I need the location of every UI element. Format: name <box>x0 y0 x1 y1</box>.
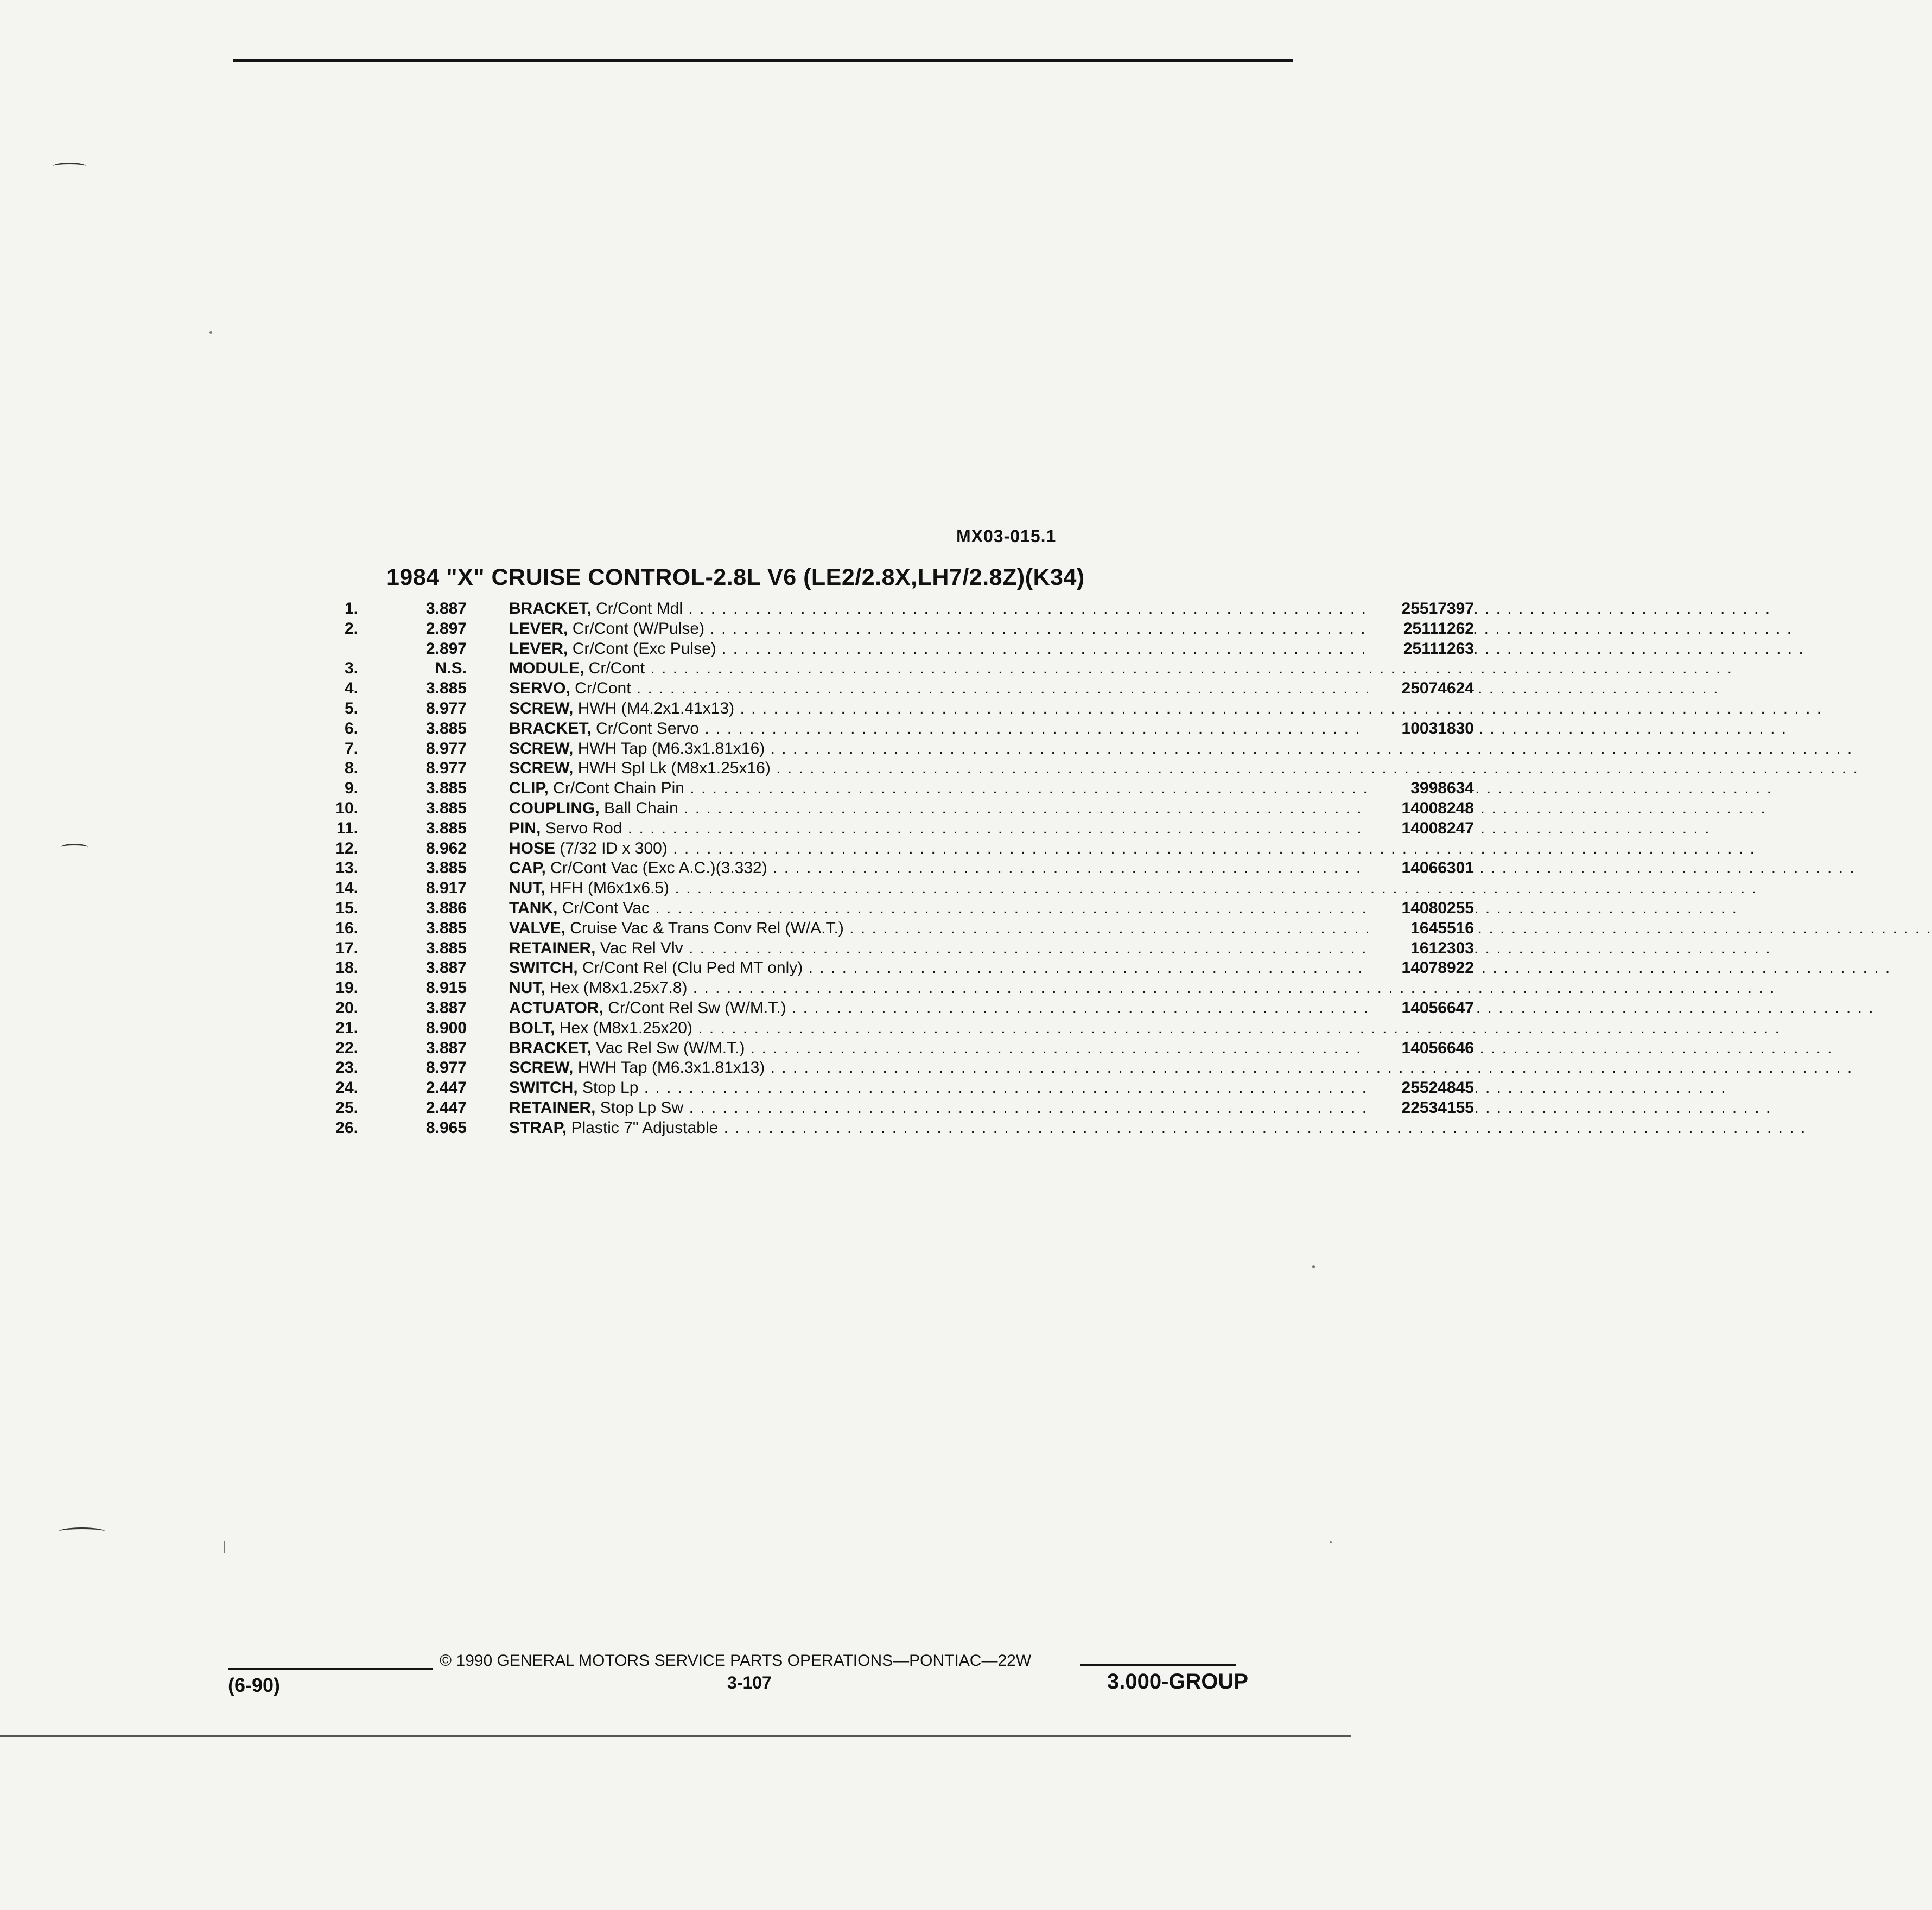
part-number: 14008247 <box>1368 819 1474 838</box>
item-number: 25. <box>335 1098 358 1117</box>
part-detail: Stop Lp <box>582 1079 639 1097</box>
part-detail: HWH (M4.2x1.41x13) <box>577 699 735 717</box>
part-name: NUT, <box>509 879 545 897</box>
part-description <box>509 919 1353 938</box>
group-number: 8.977 <box>425 739 467 757</box>
part-description <box>509 1039 1353 1058</box>
group-number: 3.886 <box>425 899 467 917</box>
part-number: 25111262 <box>1368 619 1474 639</box>
part-name: ACTUATOR, <box>509 998 603 1017</box>
item-number: 26. <box>335 1118 358 1137</box>
part-description <box>509 1018 1353 1038</box>
group-number: 3.887 <box>425 600 467 617</box>
group-number: 2.447 <box>425 1079 467 1097</box>
scan-mark <box>61 844 88 851</box>
part-detail: Cr/Cont Chain Pin <box>553 779 684 798</box>
part-name: HOSE <box>509 839 556 857</box>
table-row <box>304 639 1474 659</box>
part-detail: Vac Rel Vlv <box>600 939 683 957</box>
item-number: 18. <box>335 959 358 977</box>
part-description <box>509 878 1353 898</box>
item-number: 23. <box>335 1059 358 1077</box>
item-number: 6. <box>344 719 358 737</box>
table-row <box>304 998 1474 1018</box>
group-number: 2.447 <box>425 1098 467 1117</box>
table-row <box>304 958 1474 978</box>
part-description <box>509 1098 1353 1118</box>
page-number: 3-107 <box>727 1673 772 1692</box>
part-name: LEVER, <box>509 619 568 638</box>
group-number: 3.885 <box>425 799 467 817</box>
group-number: 8.900 <box>425 1018 467 1037</box>
part-name: BOLT, <box>509 1018 555 1037</box>
table-row <box>304 799 1474 819</box>
part-description <box>509 1058 1353 1078</box>
footer-rule-left <box>228 1668 433 1670</box>
group-label: 3.000-GROUP <box>1107 1670 1249 1693</box>
table-row <box>304 759 1178 779</box>
group-number: 8.977 <box>425 1059 467 1077</box>
footer-copyright: © 1990 GENERAL MOTORS SERVICE PARTS OPERATIONS—PONTIAC—22W <box>440 1652 1032 1670</box>
part-name: RETAINER, <box>509 1098 596 1117</box>
part-detail: HWH Tap (M6.3x1.81x13) <box>577 1059 765 1077</box>
part-description <box>509 1118 1353 1138</box>
part-name: SCREW, <box>509 759 574 778</box>
part-name: NUT, <box>509 979 545 997</box>
part-number: 10031830 <box>1368 719 1474 738</box>
group-number: 8.917 <box>425 879 467 897</box>
part-name: LEVER, <box>509 639 568 658</box>
table-row <box>304 878 1178 899</box>
item-number: 16. <box>335 919 358 937</box>
scan-mark <box>59 1527 105 1536</box>
table-row <box>304 739 1178 759</box>
part-detail: HFH (M6x1x6.5) <box>550 879 670 897</box>
part-number: 25524845 <box>1368 1078 1474 1098</box>
part-description <box>509 719 1353 738</box>
item-number: 21. <box>335 1018 358 1037</box>
item-number: 7. <box>344 739 358 757</box>
table-row <box>304 819 1474 839</box>
group-number: N.S. <box>435 659 467 678</box>
part-detail: Cr/Cont Servo <box>596 719 700 737</box>
item-number: 10. <box>335 799 358 817</box>
scan-speck <box>224 1541 225 1553</box>
table-row <box>304 1118 1178 1138</box>
group-number: 3.885 <box>425 859 467 877</box>
item-number: 4. <box>344 679 358 698</box>
table-row <box>304 858 1474 878</box>
group-number: 3.887 <box>425 1039 467 1057</box>
scan-mark <box>53 163 86 170</box>
part-name: CAP, <box>509 859 546 877</box>
item-number: 15. <box>335 899 358 917</box>
part-description <box>509 779 1353 798</box>
part-description <box>509 659 1353 678</box>
table-row <box>304 939 1474 959</box>
part-name: SWITCH, <box>509 959 578 977</box>
part-detail: Cr/Cont Mdl <box>596 600 683 617</box>
item-number: 22. <box>335 1039 358 1057</box>
item-number: 5. <box>344 699 358 717</box>
part-name: SCREW, <box>509 1059 574 1077</box>
header-rule <box>233 59 1293 62</box>
table-row <box>304 1058 1178 1078</box>
part-description <box>509 839 1353 858</box>
part-description <box>509 639 1353 659</box>
group-number: 3.885 <box>425 779 467 798</box>
part-detail: Servo Rod <box>545 819 622 837</box>
part-detail: HWH Tap (M6.3x1.81x16) <box>577 739 765 757</box>
part-detail: Hex (M8x1.25x7.8) <box>550 979 688 997</box>
part-number: 25517397 <box>1368 599 1474 619</box>
group-number: 3.885 <box>425 679 467 698</box>
table-row <box>304 619 1474 639</box>
parts-list <box>304 599 1474 1138</box>
group-number: 3.887 <box>425 998 467 1017</box>
bottom-rule <box>0 1735 1351 1737</box>
document-code: MX03-015.1 <box>956 526 1057 546</box>
part-description <box>509 679 1353 698</box>
part-description <box>509 899 1353 918</box>
item-number: 2. <box>344 619 358 638</box>
part-detail: Cr/Cont Rel (Clu Ped MT only) <box>582 959 803 977</box>
part-name: TANK, <box>509 899 558 917</box>
part-detail: Stop Lp Sw <box>600 1098 684 1117</box>
part-name: RETAINER, <box>509 939 596 957</box>
part-name: BRACKET, <box>509 1039 592 1057</box>
part-detail: Cr/Cont Rel Sw (W/M.T.) <box>608 998 786 1017</box>
part-detail: HWH Spl Lk (M8x1.25x16) <box>577 759 771 778</box>
footer-date: (6-90) <box>228 1674 281 1696</box>
item-number: 19. <box>335 979 358 997</box>
part-description <box>509 799 1353 818</box>
table-row <box>304 699 1178 719</box>
part-number: 25111263 <box>1368 639 1474 659</box>
group-number: 3.885 <box>425 939 467 957</box>
part-description <box>509 978 1353 998</box>
part-number: 1645516 <box>1368 919 1474 938</box>
group-number: 3.887 <box>425 959 467 977</box>
part-description <box>509 759 1353 778</box>
group-number: 8.915 <box>425 979 467 997</box>
part-number: 14008248 <box>1368 799 1474 818</box>
item-number: 14. <box>335 879 358 897</box>
part-description <box>509 939 1353 958</box>
item-number: 17. <box>335 939 358 957</box>
part-detail: Cr/Cont <box>575 679 631 698</box>
group-number: 8.962 <box>425 839 467 857</box>
group-number: 2.897 <box>425 619 467 638</box>
part-name: SERVO, <box>509 679 570 698</box>
part-detail: Cr/Cont Vac <box>562 899 650 917</box>
part-name: VALVE, <box>509 919 565 937</box>
part-number: 1612303 <box>1368 939 1474 958</box>
part-number: 14080255 <box>1368 899 1474 918</box>
part-name: SCREW, <box>509 699 574 717</box>
part-name: BRACKET, <box>509 600 592 617</box>
part-name: COUPLING, <box>509 799 600 817</box>
table-row <box>304 599 1474 619</box>
item-number: 11. <box>336 819 358 837</box>
item-number: 12. <box>335 839 358 857</box>
page-title: 1984 "X" CRUISE CONTROL-2.8L V6 (LE2/2.8X,LH7/2.8Z)(K34) <box>386 564 1085 590</box>
part-description <box>509 619 1353 639</box>
item-number: 9. <box>344 779 358 798</box>
part-detail: Ball Chain <box>604 799 678 817</box>
part-detail: (7/32 ID x 300) <box>560 839 668 857</box>
part-description <box>509 958 1353 978</box>
part-description <box>509 858 1353 878</box>
part-number: 25074624 <box>1368 679 1474 698</box>
part-number: 22534155 <box>1368 1098 1474 1118</box>
part-detail: Hex (M8x1.25x20) <box>559 1018 692 1037</box>
part-name: SWITCH, <box>509 1079 578 1097</box>
part-description <box>509 699 1353 718</box>
part-detail: Plastic 7" Adjustable <box>571 1118 719 1137</box>
item-number: 3. <box>344 659 358 678</box>
part-number: 14078922 <box>1368 958 1474 978</box>
part-name: PIN, <box>509 819 541 837</box>
part-name: MODULE, <box>509 659 584 678</box>
item-number: 13. <box>335 859 358 877</box>
group-number: 8.977 <box>425 699 467 717</box>
scan-speck <box>1330 1541 1332 1543</box>
table-row <box>304 659 1178 679</box>
table-row <box>304 978 1178 998</box>
group-number: 3.885 <box>425 719 467 737</box>
table-row <box>304 1078 1474 1098</box>
group-number: 2.897 <box>425 639 467 658</box>
table-row <box>304 779 1474 799</box>
part-number: 14056647 <box>1368 998 1474 1018</box>
table-row <box>304 679 1474 699</box>
item-number: 8. <box>344 759 358 778</box>
part-name: CLIP, <box>509 779 549 798</box>
part-number: 3998634 <box>1368 779 1474 798</box>
part-description <box>509 819 1353 838</box>
part-detail: Vac Rel Sw (W/M.T.) <box>596 1039 745 1057</box>
part-detail: Cr/Cont <box>588 659 645 678</box>
table-row <box>304 1098 1474 1118</box>
table-row <box>304 719 1474 739</box>
group-number: 3.885 <box>425 919 467 937</box>
group-number: 8.965 <box>425 1118 467 1137</box>
part-name: STRAP, <box>509 1118 567 1137</box>
part-description <box>509 1078 1353 1098</box>
group-number: 3.885 <box>425 819 467 837</box>
part-description <box>509 998 1353 1018</box>
part-detail: Cr/Cont Vac (Exc A.C.)(3.332) <box>550 859 767 877</box>
footer-rule-right <box>1080 1664 1236 1666</box>
table-row <box>304 899 1474 919</box>
part-description <box>509 599 1353 619</box>
group-number: 8.977 <box>425 759 467 778</box>
part-name: BRACKET, <box>509 719 592 737</box>
part-name: SCREW, <box>509 739 574 757</box>
table-row <box>304 1039 1474 1059</box>
item-number: 1. <box>344 600 358 617</box>
scan-speck <box>209 331 212 334</box>
item-number: 20. <box>335 998 358 1017</box>
table-row <box>304 839 1178 859</box>
part-detail: Cr/Cont (W/Pulse) <box>572 619 705 638</box>
part-detail: Cr/Cont (Exc Pulse) <box>572 639 716 658</box>
part-number: 14056646 <box>1368 1039 1474 1058</box>
item-number: 24. <box>335 1079 358 1097</box>
table-row <box>304 919 1474 939</box>
scan-speck <box>1312 1265 1315 1268</box>
part-detail: Cruise Vac & Trans Conv Rel (W/A.T.) <box>570 919 844 937</box>
part-number: 14066301 <box>1368 858 1474 878</box>
part-description <box>509 739 1353 759</box>
table-row <box>304 1018 1178 1039</box>
